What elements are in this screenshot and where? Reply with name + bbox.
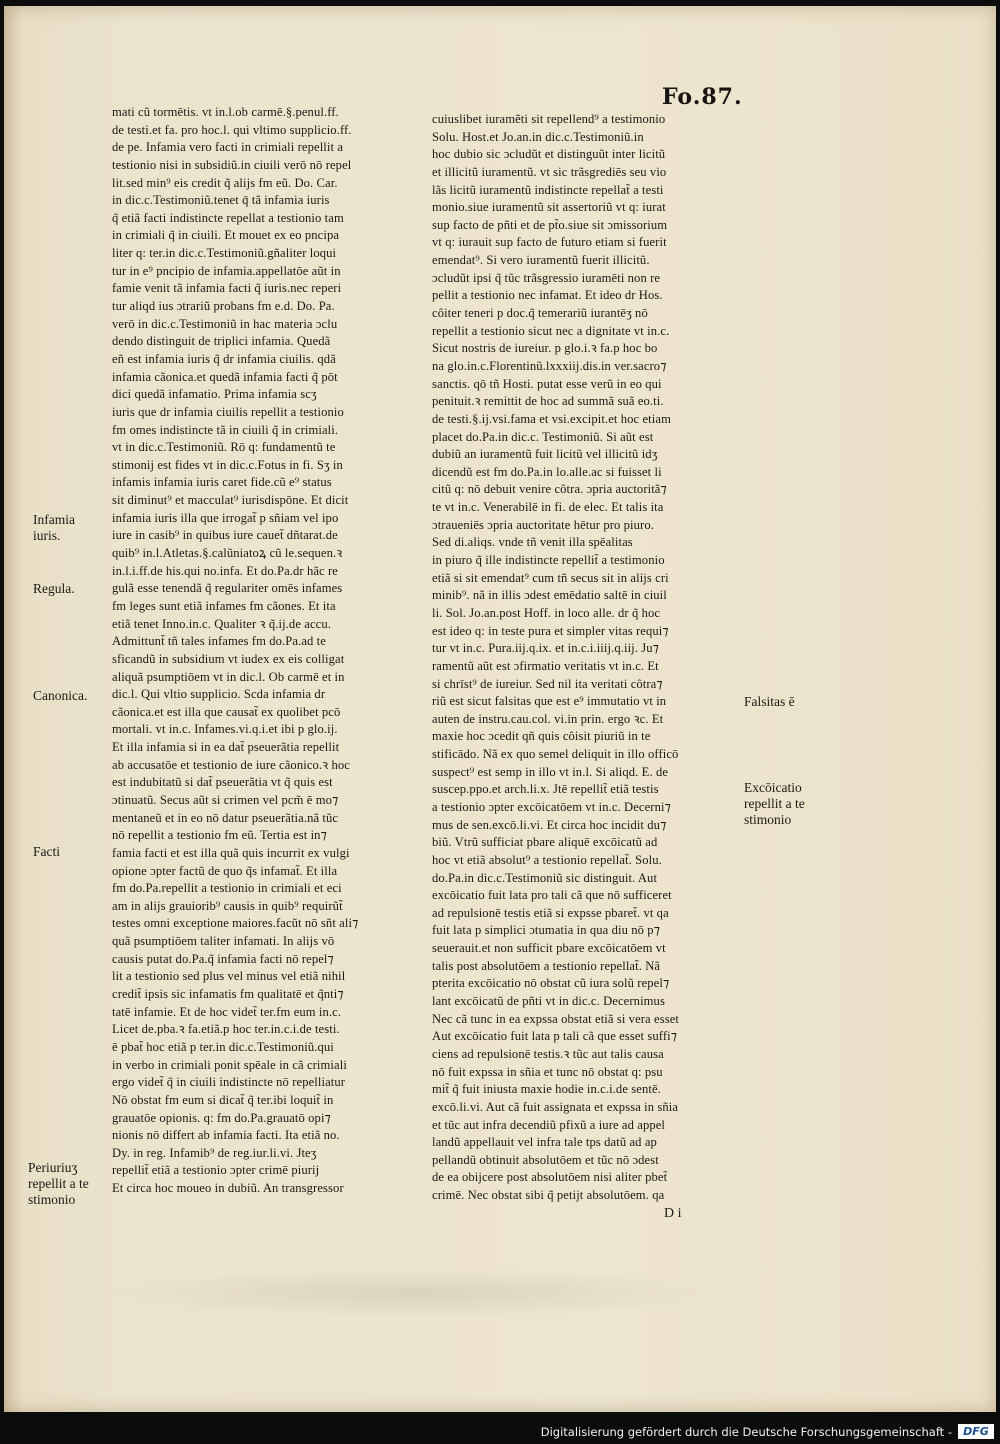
text-line: Sed di.aliqs. vnde tñ venit illa spēalitas xyxy=(432,535,633,550)
text-line: maxie hoc ɔcedit qñ quis côisit piuriũ in te xyxy=(432,729,651,744)
text-line: in verbo in crimiali ponit spēale in cã crimiali xyxy=(112,1057,347,1072)
margin-line: Excōicatio xyxy=(744,780,802,795)
text-line: lit a testionio sed plus vel minus vel etiã nihil xyxy=(112,969,346,984)
margin-line: Canonica. xyxy=(33,688,88,703)
text-line: minib⁹. nã in illis ɔdest emēdatio saltē in ciuil xyxy=(432,588,667,603)
text-line: Et circa hoc moueo in dubiũ. An transgressor xyxy=(112,1181,344,1196)
text-line: infamia cãonica.et quedã infamia facti q̃ pōt xyxy=(112,369,338,384)
margin-line: repellit a te xyxy=(28,1176,89,1191)
dfg-logo: DFG xyxy=(958,1424,994,1439)
text-line: hoc dubio sic ɔcludũt et distinguũt inter licitũ xyxy=(432,147,666,162)
text-line: tatē infamie. Et de hoc videt̃ ter.fm eum in.c. xyxy=(112,1004,342,1019)
text-line: nionis nō differt ab infamia facti. Ita etiã no. xyxy=(112,1128,340,1143)
text-line: tur vt in.c. Pura.iij.q.ix. et in.c.i.iiij.q.iij. Ju⁊ xyxy=(432,641,660,656)
margin-line: Infamia xyxy=(33,512,75,527)
text-line: liter q: ter.in dic.c.Testimoniũ.gñaliter loqui xyxy=(112,246,337,261)
text-line: infamia iuris illa que irrogat̃ p sñiam vel ipo xyxy=(112,510,339,525)
left-text-column xyxy=(112,104,412,1198)
margin-line: Regula. xyxy=(33,581,75,596)
text-line: côiter teneri p doc.q̃ temerariũ iurantēʒ nō xyxy=(432,306,648,321)
ink-offset-smudge xyxy=(108,1268,728,1318)
text-line: verō in dic.c.Testimoniũ in hac materia ɔclu xyxy=(112,316,338,331)
text-line: crimē. Nec obstat sibi q̃ petijt absolutōem. qa xyxy=(432,1188,665,1203)
footer-bar xyxy=(0,1420,1000,1444)
text-line: Nō obstat fm eum si dicat̃ q̃ ter.ibi loquit̃ in xyxy=(112,1092,334,1107)
text-line: sficandũ in subsidium vt iudex ex eis colligat xyxy=(112,651,345,666)
funding-notice: Digitalisierung gefördert durch die Deutsche Forschungsgemeinschaft - xyxy=(540,1425,952,1439)
text-line: citũ q: nō debuit venire côtra. ɔpria auctoritã⁊ xyxy=(432,482,667,497)
text-line: ɔtinuatũ. Secus aũt si crimen vel pcm̃ ē mo⁊ xyxy=(112,792,339,807)
text-line: si chrīst⁹ de iureiur. Sed nil ita veritati côtra⁊ xyxy=(432,676,663,691)
text-line: fm omes indistincte tã in ciuili q̃ in crimiali. xyxy=(112,422,339,437)
text-line: lant excōicatũ de pñti vt in dic.c. Decernimus xyxy=(432,994,665,1009)
margin-line: Periuriuʒ xyxy=(28,1160,78,1175)
text-line: mortali. vt in.c. Infames.vi.q.i.et ibi p glo.ij. xyxy=(112,722,338,737)
text-line: aliquã psumptiōem vt in dic.l. Ob carmē et in xyxy=(112,669,345,684)
text-line: infamis infamia iuris caret fide.cũ e⁹ status xyxy=(112,475,332,490)
margin-line: stimonio xyxy=(744,812,792,827)
text-line: dic.l. Qui vltio supplicio. Scda infamia dr xyxy=(112,687,326,702)
text-line: et tũc aut infra decendiũ pfixũ a iure ad appel xyxy=(432,1117,666,1132)
text-line: landũ appellauit vel infra tale tps datũ ad ap xyxy=(432,1135,657,1150)
text-line: dubiũ an iuramentũ fuit licitũ vel illicitũ idʒ xyxy=(432,447,658,462)
text-line: pellandũ obtinuit absolutōem et tũc nō ɔdest xyxy=(432,1152,659,1167)
margin-note-periurius xyxy=(28,1160,89,1208)
text-line: suspect⁹ est semp in illo vt in.l. Si aliqd. E. de xyxy=(432,764,669,779)
text-line: mati cũ tormētis. vt in.l.ob carmē.§.penul.ff. xyxy=(112,105,339,119)
folio-number: Fo.87. xyxy=(662,84,743,110)
text-line: testes omni exceptione maiores.facũt nō sñt ali⁊ xyxy=(112,916,359,931)
text-line: excōicatio fuit lata pro tali cã que nō sufficeret xyxy=(432,888,672,903)
text-line: hoc vt etiã absolut⁹ a testionio repellat̃. Solu. xyxy=(432,852,662,867)
text-line: testionio nisi in subsidiũ.in ciuili verō nō repel xyxy=(112,157,352,172)
text-line: in dic.c.Testimoniũ.tenet q̄ tã infamia iuris xyxy=(112,193,330,208)
text-line: Nec cã tunc in ea expssa obstat etiã si vera esset xyxy=(432,1011,679,1026)
text-line: ɔtraueniēs ɔpria auctoritate hētur pro piuro. xyxy=(432,517,654,532)
text-line: q̃ etiã facti indistincte repellat a testionio tam xyxy=(112,210,344,225)
text-line: talis post absolutōem a testionio repellat̃. Nã xyxy=(432,958,661,973)
text-line: ɔcludũt ipsi q̃ tũc trãsgressio iuramēti non re xyxy=(432,270,661,285)
text-line: nō fuit expssa in sñia et tunc nō obstat q: psu xyxy=(432,1064,663,1079)
text-line: lãs licitũ iuramentũ indistincte repellat̃ a testi xyxy=(432,182,664,197)
text-line: etiã si sit emendat⁹ cum tñ secus sit in alijs cri xyxy=(432,570,669,585)
text-line: ciens ad repulsionē testis.ꝛ tũc aut talis causa xyxy=(432,1046,664,1061)
text-line: de testi.et fa. pro hoc.l. qui vltimo supplicio.ff. xyxy=(112,122,352,137)
text-line: auten de instru.cau.col. vi.in prin. ergo ꝛc. Et xyxy=(432,711,664,726)
text-line: in piuro q̃ ille indistincte repellit̃ a testimonio xyxy=(432,553,665,568)
text-line: iure in casib⁹ in quibus iure cauet̃ dñtarat.de xyxy=(112,528,338,543)
text-line: sup facto de pñti et de pt̃o.siue sit ɔmissorium xyxy=(432,217,668,232)
text-line: Licet de.pba.ꝛ fa.etiã.p hoc ter.in.c.i.de testi. xyxy=(112,1022,340,1037)
text-line: emendat⁹. Si vero iuramentũ fuerit illicitũ. xyxy=(432,253,650,268)
text-line: cuiuslibet iuramẽti sit repellend⁹ a testimonio xyxy=(432,112,666,126)
text-line: est indubitatũ si dat̃ pseuerãtia vt q̃ quis est xyxy=(112,775,333,790)
text-line: eñ est infamia iuris q̃ dr infamia ciuilis. qdã xyxy=(112,351,336,366)
text-line: dicendũ est fm do.Pa.in lo.alle.ac si fuisset li xyxy=(432,464,662,479)
margin-line: Facti xyxy=(33,844,60,859)
text-line: penituit.ꝛ remittit de hoc ad summã suã eo.ti. xyxy=(432,394,664,409)
text-line: pellit a testionio nec infamat. Et ideo dr Hos. xyxy=(432,288,663,303)
text-line: quib⁹ in.l.Atletas.§.calũniatoꝝ cũ le.sequen.ꝛ xyxy=(112,546,343,561)
text-line: repellit a testionio sicut nec a dignitate vt in.c. xyxy=(432,323,670,338)
text-line: vt in dic.c.Testimoniũ. Rō q: fundamentũ te xyxy=(112,440,336,455)
text-line: do.Pa.in dic.c.Testimoniũ sic distinguit. Aut xyxy=(432,870,658,885)
text-line: Et illa infamia si in ea dat̃ pseuerãtia repellit xyxy=(112,740,340,755)
margin-line: iuris. xyxy=(33,528,61,543)
text-line: de pe. Infamia vero facti in crimiali repellit a xyxy=(112,140,344,155)
text-line: riũ est sicut falsitas que est e⁹ immutatio vt in xyxy=(432,694,667,709)
text-line: credit̃ ipsis sic infamatis fm qualitatē et q̃nti⁊ xyxy=(112,987,344,1002)
text-line: ab accusatōe et testionio de iure cãonico.ꝛ hoc xyxy=(112,757,350,772)
text-line: gulã esse tenendã q̃ regulariter omēs infames xyxy=(112,581,343,596)
text-line: sanctis. qō tñ Hosti. putat esse verũ in eo qui xyxy=(432,376,662,391)
text-line: fm do.Pa.repellit a testionio in crimiali et eci xyxy=(112,881,342,896)
margin-note-infamia-iuris xyxy=(33,512,75,544)
text-line: biũ. Vtrũ sufficiat pbare aliquē excōicatũ ad xyxy=(432,835,658,850)
text-line: monio.siue iuramentũ sit assertoriũ vt q: iurat xyxy=(432,200,666,215)
text-line: seuerauit.et non sufficit pbare excōicatōem vt xyxy=(432,941,666,956)
text-line: de ea obijcere post absolutōem nisi aliter pbet̃ xyxy=(432,1170,668,1185)
margin-line: stimonio xyxy=(28,1192,76,1207)
text-line: Aut excōicatio fuit lata p tali cã que esset suffi⁊ xyxy=(432,1029,678,1044)
text-line: iuris que dr infamia ciuilis repellit a testionio xyxy=(112,404,344,419)
text-line: dici quedã infamatio. Prima infamia scʒ xyxy=(112,387,317,402)
text-line: opione ɔpter factũ de quo q̃s infamat̃. Et illa xyxy=(112,863,338,878)
margin-note-canonica xyxy=(33,688,87,704)
text-line: et illicitũ iuramentũ. vt sic trãsgrediēs seu vio xyxy=(432,164,667,179)
text-line: vt q: iurauit sup facto de futuro etiam si fuerit xyxy=(432,235,667,250)
margin-line: Falsitas ē xyxy=(744,694,795,709)
margin-note-regula xyxy=(33,581,75,597)
text-line: mit̃ q̃ fuit iniusta maxie hodie in.c.i.de sentē. xyxy=(432,1082,661,1097)
text-line: stimonij est fides vt in dic.c.Fotus in fi. Sʒ in xyxy=(112,457,343,472)
text-line: lit.sed min⁹ eis credit q̃ alijs fm eũ. Do. Car. xyxy=(112,175,338,190)
text-line: ramentũ aũt est ɔfirmatio veritatis vt in.c. Et xyxy=(432,658,659,673)
text-line: placet do.Pa.in dic.c. Testimoniũ. Si aũt est xyxy=(432,429,654,444)
margin-note-falsitas xyxy=(744,694,795,710)
text-line: Sicut nostris de iureiur. p glo.i.ꝛ fa.p hoc bo xyxy=(432,341,658,356)
text-line: quã psumptiōem taliter infamati. In alijs vō xyxy=(112,934,335,949)
text-line: na glo.in.c.Florentinũ.lxxxiij.dis.in ver.sacro⁊ xyxy=(432,358,667,373)
margin-note-excommunicatio xyxy=(744,780,805,828)
text-line: fm leges sunt etiã infames fm cãones. Et ita xyxy=(112,598,336,613)
text-line: est ideo q: in teste pura et simpler vitas requi⁊ xyxy=(432,623,669,638)
text-line: ergo videt̃ q̃ in ciuili indistincte nō repelliatur xyxy=(112,1075,346,1090)
text-line: de testi.§.ij.vsi.fama et vsi.excipit.et hoc etiam xyxy=(432,411,671,426)
text-line: mus de sen.excō.li.vi. Et circa hoc incidit du⁊ xyxy=(432,817,667,832)
text-line: li. Sol. Jo.an.post Hoff. in loco alle. dr q̃ hoc xyxy=(432,605,661,620)
signature-mark: D i xyxy=(664,1206,682,1221)
text-line: repellit̃ etiã a testionio ɔpter crimē piurij xyxy=(112,1163,320,1178)
text-line: te vt in.c. Venerabilē in fi. de elec. Et talis ita xyxy=(432,500,664,515)
margin-note-facti xyxy=(33,844,60,860)
margin-line: repellit a te xyxy=(744,796,805,811)
text-line: etiã tenet Inno.in.c. Qualiter ꝛ q̃.ij.de accu. xyxy=(112,616,331,631)
text-line: fuit lata p simplici ɔtumatia in qua diu nō p⁊ xyxy=(432,923,661,938)
text-line: grauatōe opionis. q: fm do.Pa.grauatō opi⁊ xyxy=(112,1110,331,1125)
text-line: Solu. Host.et Jo.an.in dic.c.Testimoniũ.in xyxy=(432,129,644,144)
text-line: a testionio ɔpter excōicatōem vt in.c. Decerni⁊ xyxy=(432,799,671,814)
text-line: ē pbat̃ hoc etiã p ter.in dic.c.Testimoniũ.qui xyxy=(112,1039,334,1054)
text-line: in.l.i.ff.de his.qui no.infa. Et do.Pa.dr hãc re xyxy=(112,563,338,578)
text-line: cãonica.et est illa que causat̃ ex quolibet pcō xyxy=(112,704,341,719)
text-line: tur aliqd ius ɔtrariũ probans fm e.d. Do. Pa. xyxy=(112,299,335,314)
text-line: suscep.ppo.et arch.li.x. Jtē repellit̃ etiã testis xyxy=(432,782,659,797)
text-line: famia facti et est illa quã quis incurrit ex vulgi xyxy=(112,845,350,860)
text-line: dendo distinguit de triplici infamia. Quedã xyxy=(112,334,331,349)
text-line: causis putat do.Pa.q̃ infamia facti nō repel⁊ xyxy=(112,951,334,966)
text-line: mentaneũ et in eo nō datur pseuerãtia.nã tũc xyxy=(112,810,339,825)
text-line: pterita excōicatio nō obstat cũ iura solũ repel⁊ xyxy=(432,976,670,991)
text-line: nō repellit a testionio fm eũ. Tertia est in⁊ xyxy=(112,828,327,843)
right-text-column xyxy=(432,111,738,1205)
text-line: in crimiali q̃ in ciuili. Et mouet ex eo pncipa xyxy=(112,228,340,243)
text-line: excō.li.vi. Aut cã fuit assignata et expssa in sñia xyxy=(432,1099,679,1114)
text-line: Dy. in reg. Infamib⁹ de reg.iur.li.vi. Jteʒ xyxy=(112,1145,317,1160)
text-line: tur in e⁹ pncipio de infamia.appellatōe aũt in xyxy=(112,263,341,278)
text-line: famie venit tã infamia facti q̃ iuris.nec reperi xyxy=(112,281,342,296)
text-line: Admittunt̃ tñ tales infames fm do.Pa.ad te xyxy=(112,634,326,649)
text-line: ad repulsionē testis etiã si expsse pbaret̃. vt qa xyxy=(432,905,669,920)
text-line: sit diminut⁹ et macculat⁹ iurisdispōne. Et dicit xyxy=(112,493,349,508)
text-line: stificādo. Nã ex quo semel deliquit in illo officō xyxy=(432,747,679,762)
text-line: am in alijs grauiorib⁹ causis in quib⁹ requirũt̃ xyxy=(112,898,343,913)
